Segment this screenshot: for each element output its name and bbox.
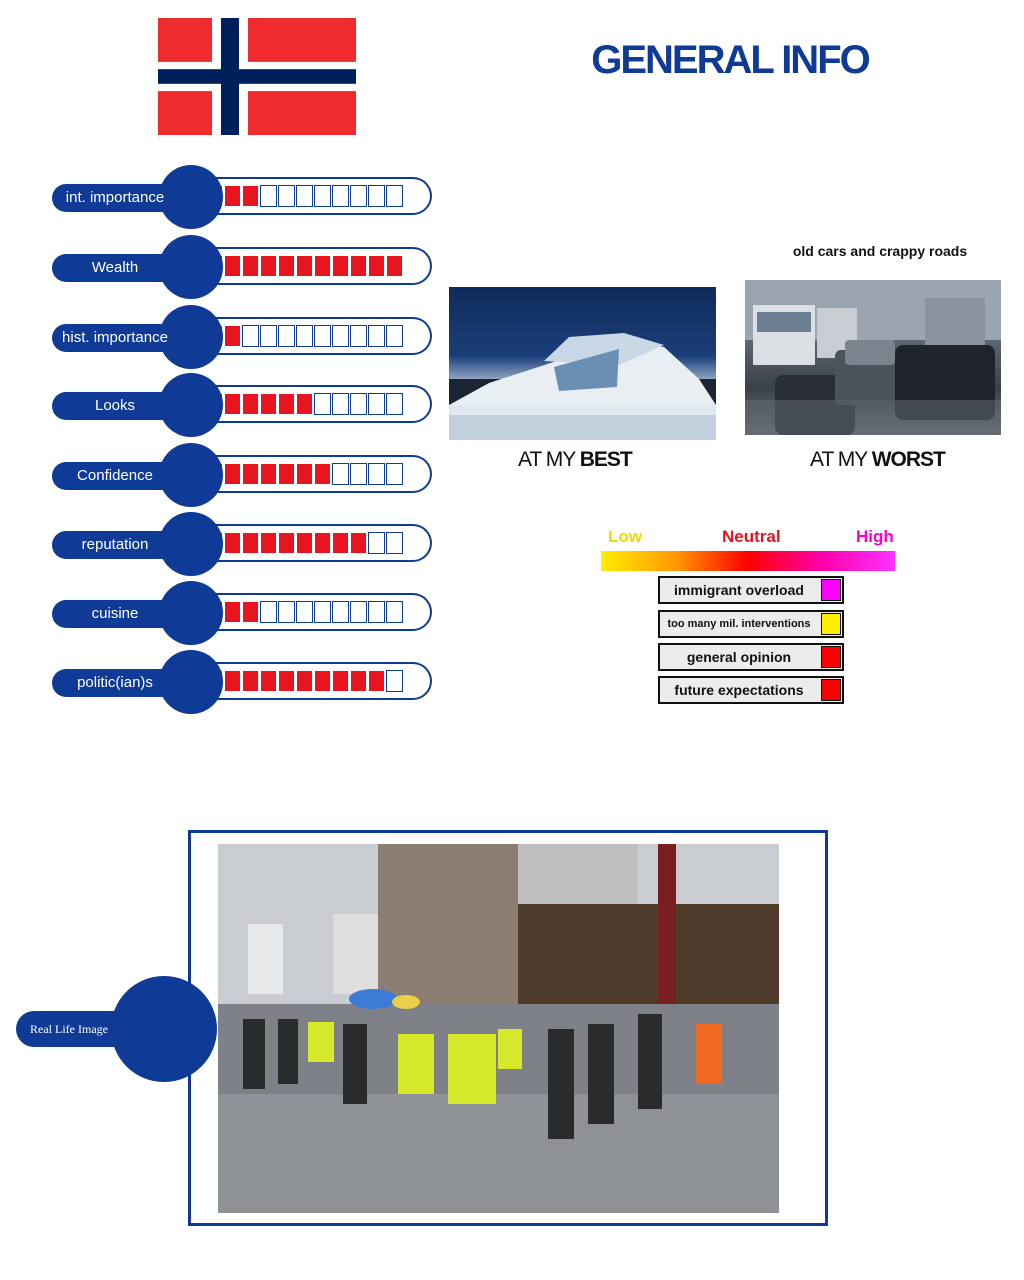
stat-label: Looks (94, 397, 136, 414)
stat-meter (206, 532, 404, 556)
best-caption-emphasis: BEST (579, 448, 632, 471)
stat-cell-empty (386, 601, 403, 623)
indicator-label: general opinion (686, 649, 792, 665)
stat-cell-empty (368, 532, 385, 554)
legend-low-label: Low (608, 527, 642, 546)
opera-house-image (449, 287, 716, 440)
best-photo (449, 287, 716, 440)
indicator-swatch (821, 646, 841, 668)
stat-row (50, 443, 440, 509)
stat-cell-filled (242, 601, 259, 623)
stat-cell-empty (386, 325, 403, 347)
stat-cell-empty (350, 185, 367, 207)
stat-cell-filled (278, 255, 295, 277)
stat-cell-filled (278, 393, 295, 415)
indicator-row (658, 576, 844, 604)
stat-row (50, 650, 440, 716)
stat-cell-empty (242, 325, 259, 347)
stat-cell-filled (314, 670, 331, 692)
stat-meter (206, 670, 404, 694)
stat-cell-filled (260, 670, 277, 692)
stat-cell-filled (278, 463, 295, 485)
indicator-row (658, 676, 844, 704)
real-life-photo (218, 844, 779, 1213)
stat-cell-filled (332, 255, 349, 277)
worst-caption-emphasis: WORST (871, 448, 945, 471)
worst-note: old cars and crappy roads (792, 243, 968, 259)
stat-label: int. importance (65, 189, 165, 206)
stat-row (50, 581, 440, 647)
worst-caption-prefix: AT MY (810, 448, 872, 471)
stat-meter (206, 601, 404, 625)
stat-label: politic(ian)s (77, 674, 153, 691)
stat-cell-empty (368, 325, 385, 347)
legend-gradient-bar (601, 551, 895, 571)
stat-cell-filled (368, 255, 385, 277)
stat-cell-filled (368, 670, 385, 692)
stat-cell-filled (296, 393, 313, 415)
stat-meter (206, 255, 404, 279)
stat-cell-filled (314, 463, 331, 485)
stat-cell-filled (386, 255, 403, 277)
best-caption-prefix: AT MY (518, 448, 580, 471)
stat-cell-empty (368, 601, 385, 623)
stat-cell-empty (332, 601, 349, 623)
stat-cell-empty (386, 532, 403, 554)
indicator-row (658, 643, 844, 671)
stat-cell-filled (224, 255, 241, 277)
stat-cell-empty (314, 325, 331, 347)
stat-label: hist. importance (62, 329, 168, 346)
indicator-swatch (821, 613, 841, 635)
stat-meter (206, 325, 404, 349)
indicator-label: immigrant overload (674, 582, 804, 598)
worst-caption (810, 448, 945, 472)
real-life-label: Real Life Image (30, 1022, 108, 1036)
stat-cell-empty (368, 463, 385, 485)
stat-cell-filled (314, 255, 331, 277)
indicator-label: too many mil. interventions (667, 618, 811, 630)
stat-cell-filled (224, 670, 241, 692)
stat-cell-filled (278, 670, 295, 692)
stat-cell-empty (314, 185, 331, 207)
stat-cell-filled (350, 532, 367, 554)
stat-cell-empty (332, 393, 349, 415)
stat-cell-empty (278, 601, 295, 623)
stat-cell-empty (296, 601, 313, 623)
stat-cell-empty (368, 393, 385, 415)
stat-cell-empty (278, 185, 295, 207)
page-title: GENERAL INFO (591, 38, 869, 82)
stat-cell-filled (242, 185, 259, 207)
real-life-circle (111, 976, 217, 1082)
stat-label: reputation (81, 536, 149, 553)
stat-cell-filled (260, 532, 277, 554)
stat-cell-empty (332, 463, 349, 485)
stat-cell-filled (224, 185, 241, 207)
best-caption (518, 448, 632, 472)
stat-cell-filled (296, 255, 313, 277)
stat-cell-empty (386, 185, 403, 207)
stat-cell-filled (242, 463, 259, 485)
indicator-swatch (821, 679, 841, 701)
stat-cell-filled (260, 255, 277, 277)
worst-photo (745, 280, 1001, 435)
indicator-swatch (821, 579, 841, 601)
street-protest-image (218, 844, 779, 1213)
stat-cell-empty (350, 325, 367, 347)
legend-neutral-label: Neutral (722, 527, 781, 546)
stat-cell-empty (386, 670, 403, 692)
stat-cell-empty (368, 185, 385, 207)
stat-cell-filled (224, 393, 241, 415)
stat-cell-empty (350, 393, 367, 415)
stat-cell-empty (314, 393, 331, 415)
stat-cell-filled (314, 532, 331, 554)
stat-row (50, 165, 440, 231)
stat-cell-empty (260, 601, 277, 623)
stat-cell-empty (386, 393, 403, 415)
stat-cell-filled (332, 670, 349, 692)
stat-cell-filled (242, 255, 259, 277)
stat-cell-filled (242, 532, 259, 554)
stat-cell-empty (350, 463, 367, 485)
stat-cell-empty (296, 185, 313, 207)
stat-cell-empty (260, 185, 277, 207)
traffic-jam-image (745, 280, 1001, 435)
stat-meter (206, 463, 404, 487)
norway-flag (158, 18, 356, 135)
stat-cell-filled (260, 463, 277, 485)
stat-cell-empty (296, 325, 313, 347)
stat-cell-empty (332, 325, 349, 347)
stat-row (50, 305, 440, 371)
indicator-row (658, 610, 844, 638)
stat-label: Wealth (91, 259, 139, 276)
stat-cell-filled (332, 532, 349, 554)
stat-label: Confidence (77, 467, 153, 484)
stat-meter (206, 185, 404, 209)
stat-cell-filled (260, 393, 277, 415)
stat-meter (206, 393, 404, 417)
stat-cell-filled (296, 463, 313, 485)
stat-row (50, 512, 440, 578)
stat-cell-filled (350, 255, 367, 277)
legend-high-label: High (856, 527, 894, 546)
stat-row (50, 373, 440, 439)
indicator-label: future expectations (674, 682, 804, 698)
stat-label: cuisine (91, 605, 139, 622)
stat-row (50, 235, 440, 301)
stat-cell-filled (224, 601, 241, 623)
stat-cell-filled (278, 532, 295, 554)
stat-cell-empty (314, 601, 331, 623)
stat-cell-empty (278, 325, 295, 347)
stat-cell-empty (350, 601, 367, 623)
stat-cell-filled (296, 670, 313, 692)
stat-cell-filled (296, 532, 313, 554)
stat-cell-filled (224, 463, 241, 485)
stat-cell-filled (224, 532, 241, 554)
stat-cell-empty (260, 325, 277, 347)
stat-cell-filled (350, 670, 367, 692)
stat-cell-empty (332, 185, 349, 207)
stat-cell-empty (386, 463, 403, 485)
stat-cell-filled (224, 325, 241, 347)
stat-cell-filled (242, 393, 259, 415)
stat-cell-filled (242, 670, 259, 692)
